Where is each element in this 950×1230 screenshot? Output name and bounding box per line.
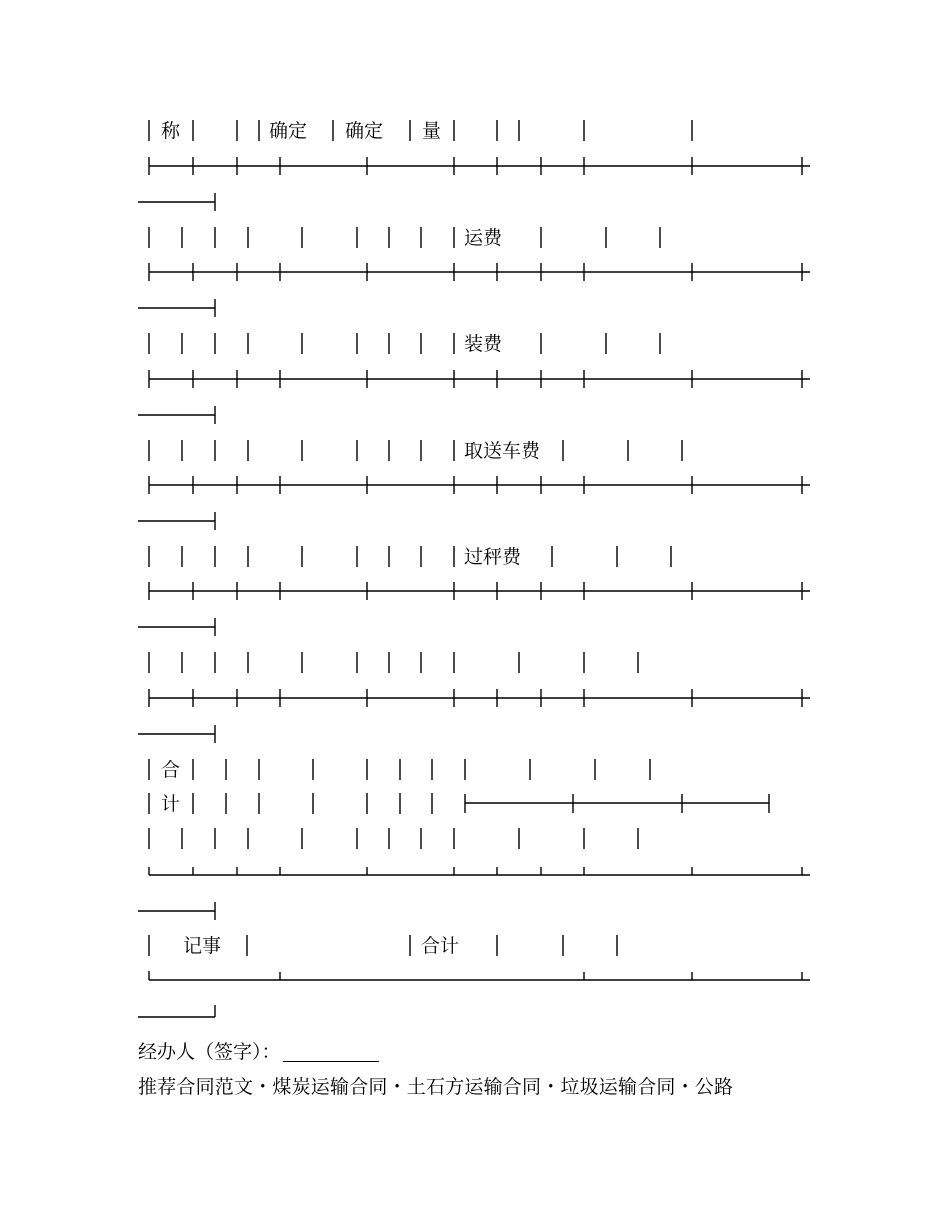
- remarks-label: 记事: [183, 935, 222, 957]
- total-label-char-1: 合: [161, 759, 181, 781]
- header-determined-label-2: 确定: [345, 120, 384, 142]
- fee-item-car-delivery: 取送车费: [464, 440, 541, 462]
- fee-item-loading: 装费: [464, 333, 503, 355]
- table-lines: [138, 120, 810, 1017]
- signature-blank: [283, 1043, 379, 1062]
- signer-label: 经办人（签字）：: [138, 1041, 281, 1063]
- fee-item-freight: 运费: [464, 227, 503, 249]
- signer-line: [138, 1043, 379, 1062]
- header-determined-label-1: 确定: [269, 120, 308, 142]
- grand-total-label: 合计: [421, 935, 460, 957]
- header-name-label: 称: [161, 120, 181, 142]
- recommended-contracts: 推荐合同范文・煤炭运输合同・土石方运输合同・垃圾运输合同・公路: [138, 1076, 734, 1098]
- header-quantity-label: 量: [422, 120, 442, 142]
- total-label-char-2: 计: [161, 793, 181, 815]
- fee-item-weighing: 过秤费: [464, 546, 522, 568]
